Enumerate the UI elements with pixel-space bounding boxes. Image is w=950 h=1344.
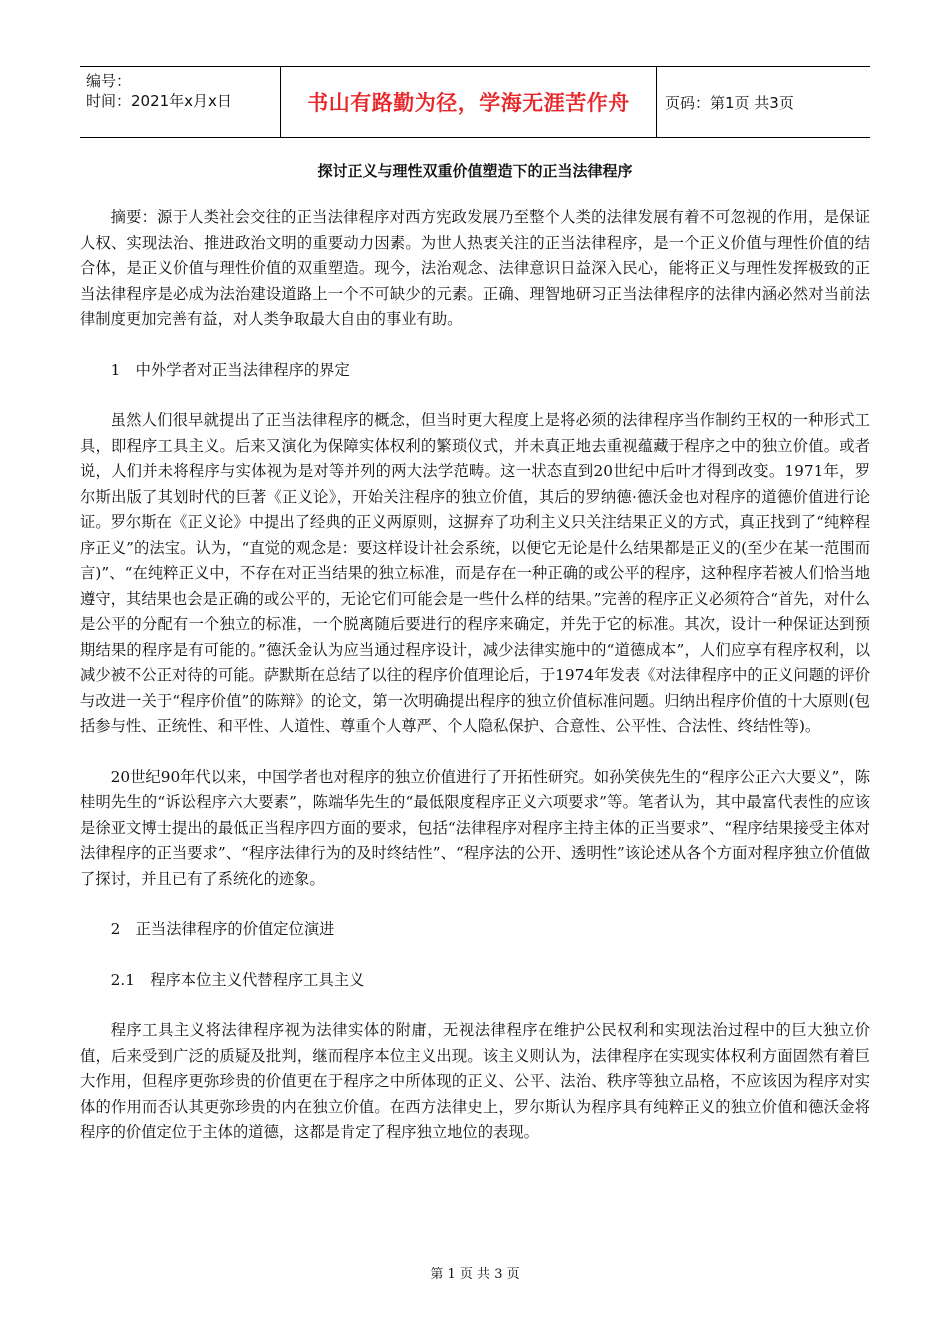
page-footer: 第 1 页 共 3 页 [430, 1267, 520, 1282]
document-title: 探讨正义与理性双重价值塑造下的正当法律程序 [317, 162, 633, 180]
body-paragraph: 程序工具主义将法律程序视为法律实体的附庸，无视法律程序在维护公民权利和实现法治过程中的巨大独立价值，后来受到广泛的质疑及批判，继而程序本位主义出现。该主义则认为，法律程序在实现实体权利方面固然有着巨大作用，但程序更弥珍贵的价值更在于程序之中所体现的正义、公平、法治、秩序等独立品格，不应该因为程序对实体的作用而否认其更弥珍贵的内在独立价值。在西方法律史上，罗尔斯认为程序具有纯粹正义的独立价值和德沃金将程序的价值定位于主体的道德，这都是肯定了程序独立地位的表现。 [80, 1021, 870, 1141]
section-heading-2: 2 正当法律程序的价值定位演进 [110, 920, 335, 938]
section-heading-1: 1 中外学者对正当法律程序的界定 [110, 360, 350, 379]
page-header [80, 66, 870, 138]
document-body [80, 205, 870, 1171]
body-paragraph: 虽然人们很早就提出了正当法律程序的概念，但当时更大程度上是将必须的法律程序当作制约王权的一种形式工具，即程序工具主义。后来又演化为保障实体权利的繁琐仪式，并未真正地去重视蕴藏于程序之中的独立价值。或者说，人们并未将程序与实体视为是对等并列的两大法学范畴。这一状态直到20世纪中后叶才得到改变。1971年，罗尔斯出版了其划时代的巨著《正义论》，开始关注程序的独立价值，其后的罗纳德·德沃金也对程序的道德价值进行论证。罗尔斯在《正义论》中提出了经典的正义两原则，这摒弃了功利主义只关注结果正义的方式，真正找到了“纯粹程序正义”的法宝。认为，“直觉的观念是：要这样设计社会系统，以便它无论是什么结果都是正义的(至少在某一范围而言)”、“在纯粹正义中，不存在对正当结果的独立标准，而是存在一种正确的或公平的程序，这种程序若被人们恰当地遵守，其结果也会是正确的或公平的，无论它们可能会是一些什么样的结果。”完善的程序正义必须符合“首先，对什么是公平的分配有一个独立的标准，一个脱离随后要进行的程序来确定，并先于它的标准。其次，设计一种保证达到预期结果的程序是有可能的。”德沃金认为应当通过程序设计，减少法律实施中的“道德成本”，人们应享有程序权利，以减少被不公正对待的可能。萨默斯在总结了以往的程序价值理论后，于1974年发表《对法律程序中的正义问题的评价与改进一关于“程序价值”的陈辩》的论文，第一次明确提出程序的独立价值标准问题。归纳出程序价值的十大原则(包括参与性、正统性、和平性、人道性、尊重个人尊严、个人隐私保护、合意性、公平性、合法性、终结性等)。 [80, 411, 870, 735]
header-meta [80, 67, 280, 137]
motto: 书山有路勤为径，学海无涯苦作舟 [280, 67, 657, 137]
page-label: 页码：第1页 共3页 [665, 93, 794, 112]
time-label: 时间：2021年x月x日 [86, 92, 232, 110]
number-label: 编号： [86, 72, 132, 90]
abstract-paragraph: 摘要：源于人类社会交往的正当法律程序对西方宪政发展乃至整个人类的法律发展有着不可忽视的作用，是保证人权、实现法治、推进政治文明的重要动力因素。为世人热衷关注的正当法律程序，是一个正义价值与理性价值的结合体，是正义价值与理性价值的双重塑造。现今，法治观念、法律意识日益深入民心，能将正义与理性发挥极致的正当法律程序是必成为法治建设道路上一个不可缺少的元素。正确、理智地研习正当法律程序的法律内涵必然对当前法律制度更加完善有益，对人类争取最大自由的事业有助。 [80, 208, 870, 328]
subsection-heading-2-1: 2.1 程序本位主义代替程序工具主义 [110, 970, 365, 989]
body-paragraph: 20世纪90年代以来，中国学者也对程序的独立价值进行了开拓性研究。如孙笑侠先生的“程序公正六大要义”，陈桂明先生的“诉讼程序六大要素”，陈端华先生的“最低限度程序正义六项要求”等。笔者认为，其中最富代表性的应该是徐亚文博士提出的最低正当程序四方面的要求，包括“法律程序对程序主持主体的正当要求”、“程序结果接受主体对法律程序的正当要求”、“程序法律行为的及时终结性”、“程序法的公开、透明性”该论述从各个方面对程序独立价值做了探讨，并且已有了系统化的迹象。 [80, 767, 870, 888]
